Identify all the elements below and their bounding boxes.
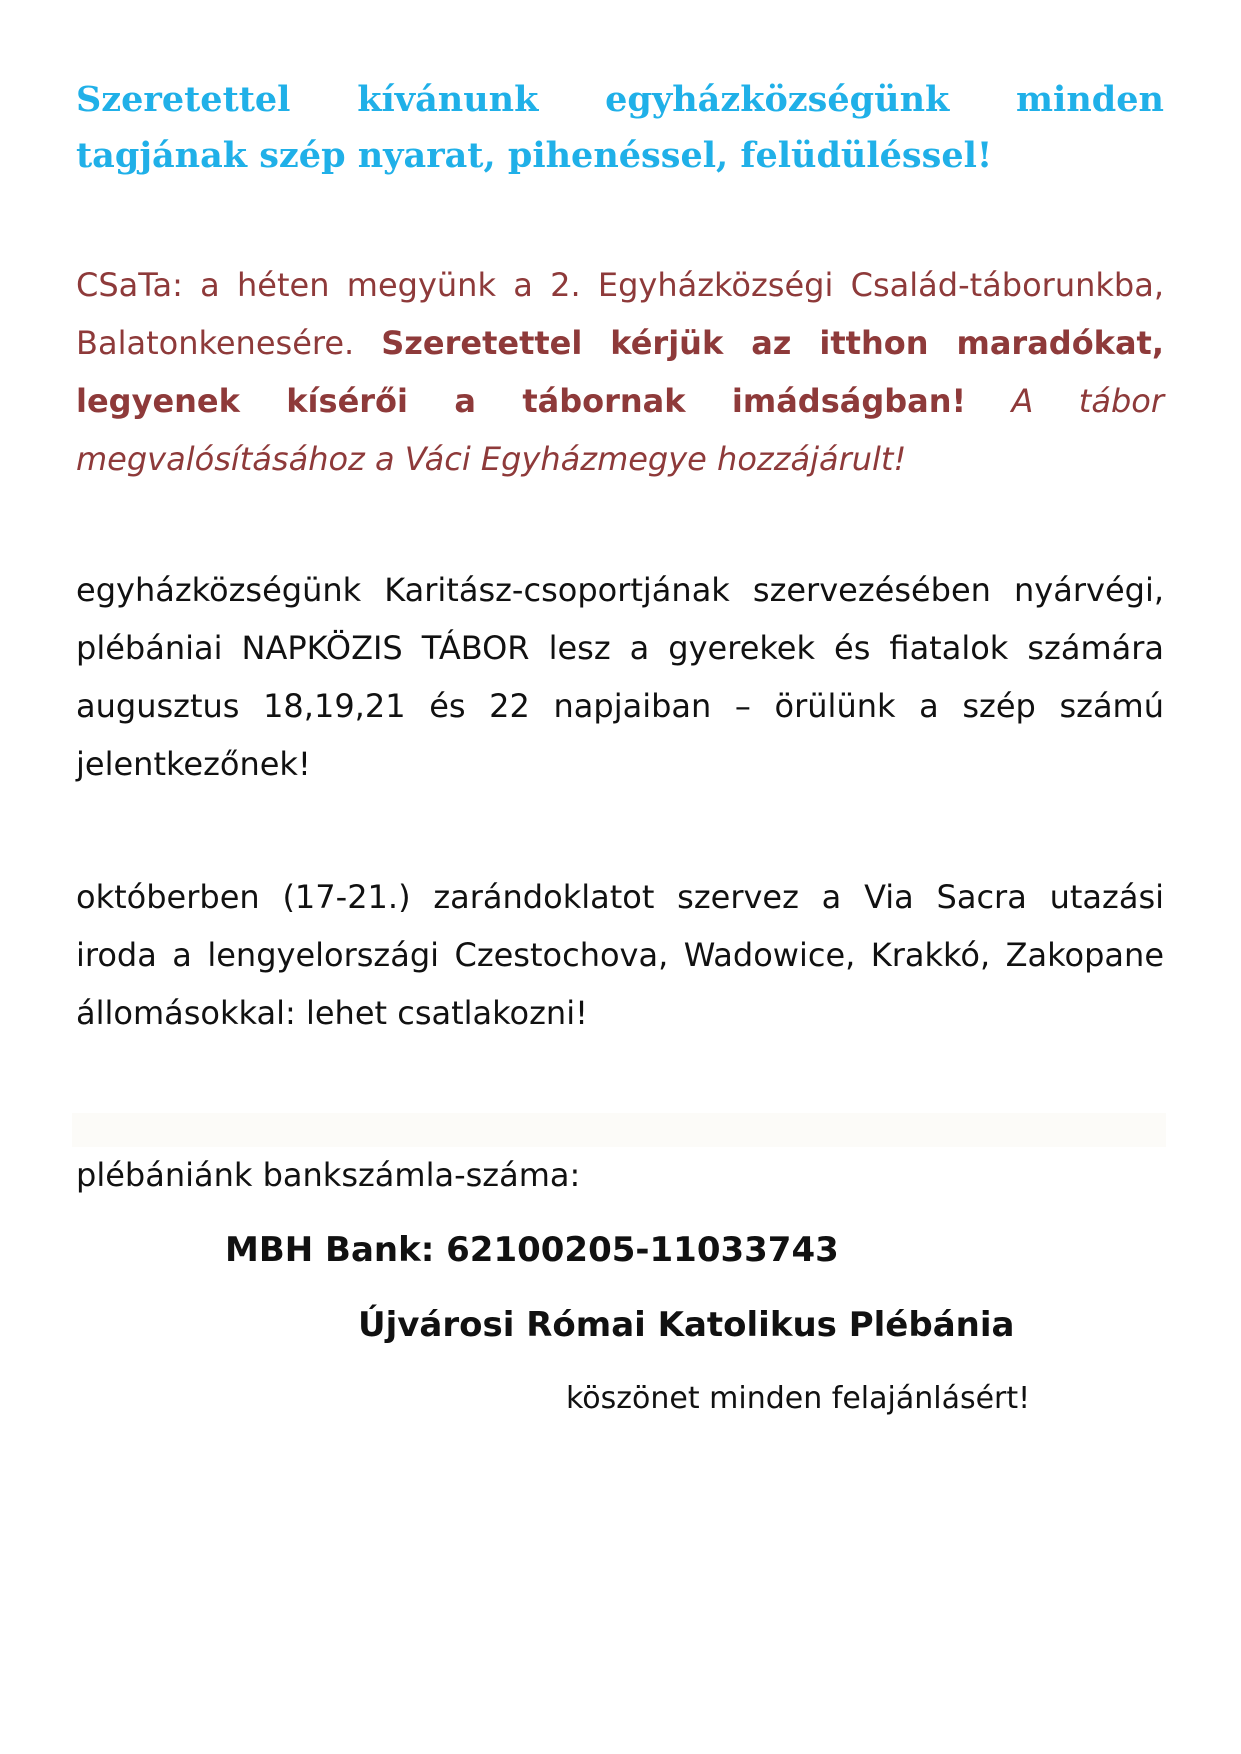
divider-band [72,1113,1166,1147]
greeting-line-1: Szeretettel kívánunk egyházközségünk minden [76,79,1164,120]
bank-account-label: plébániánk bankszámla-száma: [76,1156,581,1194]
pilgrimage-text: októberben (17-21.) zarándoklatot szervez a Via Sacra utazási iroda a lengyelországi Czestochova, Wadowice, Krakkó, Zakopane állomásokkal: lehet csatlakozni! [76,878,1164,1032]
summer-greeting [76,72,1164,184]
csata-support-note: A tábor megvalósításához a Váci Egyházmegye hozzájárult! [76,382,1164,478]
karitasz-text: egyházközségünk Karitász-csoportjának szervezésében nyárvégi, plébániai NAPKÖZIS TÁBOR lesz a gyerekek és fiatalok számára augusztus 18,19,21 és 22 napjaiban – örülünk a szép számú jelentkezőnek! [76,571,1164,783]
bank-account-number: MBH Bank: 62100205-11033743 [225,1230,839,1270]
parish-name: Újvárosi Római Katolikus Plébánia [358,1305,1015,1345]
thanks-note: köszönet minden felajánlásért! [566,1381,1031,1416]
pilgrimage-announcement [76,868,1164,1042]
csata-prayer-request: Szeretettel kérjük az itthon maradókat, legyenek kísérői a tábornak imádságban! [76,324,1165,420]
karitasz-day-camp [76,561,1164,793]
csata-intro: CSaTa: a héten megyünk a 2. Egyházközségi Család-táborunkba, Balatonkenesére. [76,266,1164,362]
greeting-line-2: tagjának szép nyarat, pihenéssel, felüdüléssel! [76,135,993,176]
csata-announcement [76,256,1164,488]
